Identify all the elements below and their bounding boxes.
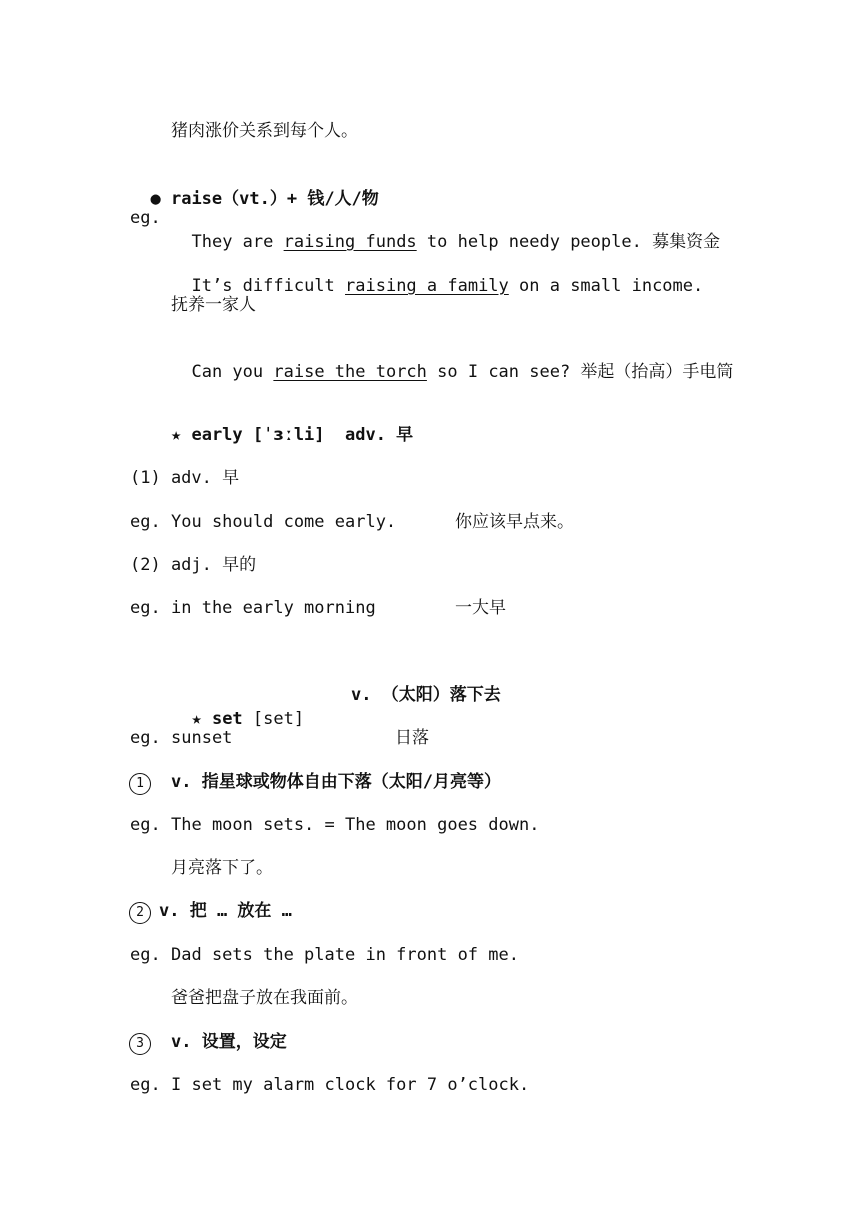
example-alarm-clock: I set my alarm clock for 7 o’clock. bbox=[171, 1075, 530, 1095]
example-raise-torch bbox=[171, 336, 733, 384]
set-heading-meaning: v. （太阳）落下去 bbox=[351, 685, 501, 705]
example-text: It’s difficult bbox=[191, 276, 346, 296]
bullet-icon: ● bbox=[150, 189, 161, 209]
underlined-phrase: raising funds bbox=[283, 232, 417, 252]
example-early-morning: in the early morning bbox=[171, 598, 376, 618]
example-dad-plate: Dad sets the plate in front of me. bbox=[171, 945, 519, 965]
set-sense-2: v. 把 … 放在 … bbox=[159, 901, 292, 921]
example-prefix: eg. bbox=[130, 598, 161, 618]
translation-early-morning: 一大早 bbox=[455, 598, 506, 618]
circled-number: 2 bbox=[129, 902, 151, 924]
early-sense-2: (2) adj. 早的 bbox=[130, 555, 257, 575]
circled-number: 1 bbox=[129, 773, 151, 795]
sense-number-1 bbox=[129, 770, 151, 795]
translation-dad-plate: 爸爸把盘子放在我面前。 bbox=[171, 988, 358, 1008]
set-heading-word: ★ set bbox=[191, 709, 253, 729]
raise-heading-text: raise（vt.）+ 钱/人/物 bbox=[160, 189, 379, 209]
example-text: to help needy people. 募集资金 bbox=[416, 232, 721, 252]
example-sunset: sunset bbox=[171, 728, 233, 748]
example-raising-family bbox=[171, 250, 703, 298]
set-phonetic: [set] bbox=[252, 709, 305, 729]
set-sense-3: v. 设置，设定 bbox=[171, 1032, 287, 1052]
set-heading bbox=[171, 683, 304, 731]
translation-raise-family: 抚养一家人 bbox=[171, 295, 256, 315]
translation-sunset: 日落 bbox=[395, 728, 429, 748]
underlined-phrase: raise the torch bbox=[273, 362, 427, 382]
translation-moon-sets: 月亮落下了。 bbox=[171, 858, 273, 878]
example-prefix: eg. bbox=[130, 208, 161, 228]
example-prefix: eg. bbox=[130, 945, 161, 965]
example-moon-sets: The moon sets. = The moon goes down. bbox=[171, 815, 540, 835]
raise-heading bbox=[130, 163, 379, 211]
example-prefix: eg. bbox=[130, 728, 161, 748]
sense-number-3 bbox=[129, 1030, 151, 1055]
underlined-phrase: raising a family bbox=[345, 276, 509, 296]
example-raising-funds bbox=[171, 206, 720, 254]
example-prefix: eg. bbox=[130, 1075, 161, 1095]
example-text: on a small income. bbox=[508, 276, 704, 296]
early-sense-1: (1) adv. 早 bbox=[130, 468, 240, 488]
example-text: so I can see? 举起（抬高）手电筒 bbox=[426, 362, 734, 382]
translation-come-early: 你应该早点来。 bbox=[455, 512, 574, 532]
example-come-early: You should come early. bbox=[171, 512, 397, 532]
set-sense-1: v. 指星球或物体自由下落（太阳/月亮等） bbox=[171, 772, 501, 792]
example-prefix: eg. bbox=[130, 512, 161, 532]
example-text: Can you bbox=[191, 362, 274, 382]
sentence-pork-price: 猪肉涨价关系到每个人。 bbox=[171, 121, 358, 141]
early-heading: ★ early [ˈɜːli] adv. 早 bbox=[171, 425, 414, 445]
example-prefix: eg. bbox=[130, 815, 161, 835]
circled-number: 3 bbox=[129, 1033, 151, 1055]
example-text: They are bbox=[191, 232, 284, 252]
sense-number-2 bbox=[129, 899, 151, 924]
